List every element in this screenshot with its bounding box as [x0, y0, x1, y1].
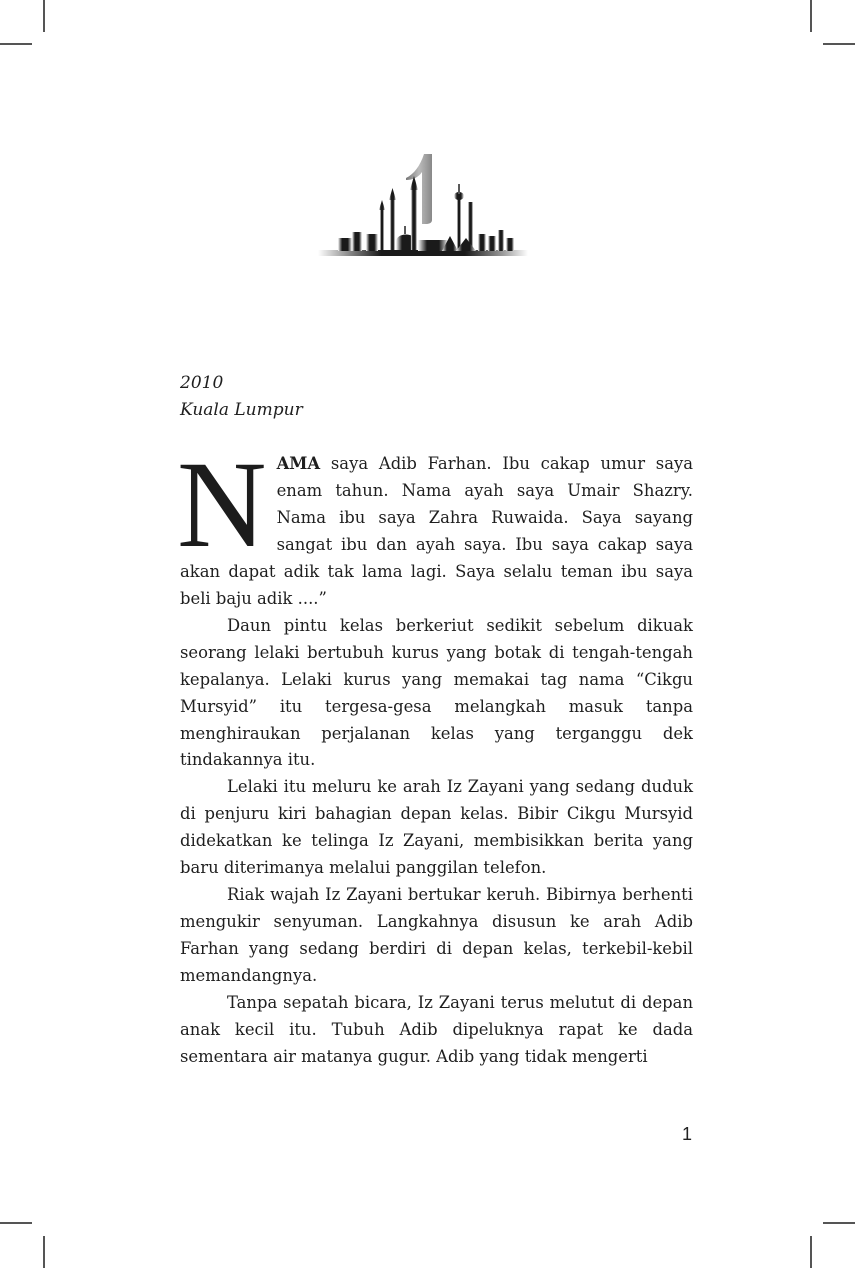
- paragraph: Daun pintu kelas berkeriut sedikit sebelum dikuak seorang lelaki bertubuh kurus yang botak di tengah-tengah kepalanya. Lelaki kurus yang memakai tag nama “Cikgu Mursyid” itu tergesa-gesa melangkah masuk tanpa menghiraukan perjalanan kelas yang terganggu dek tindakannya itu.: [180, 615, 693, 770]
- chapter-body: [177, 436, 693, 1071]
- chapter-number-glyph: [406, 154, 432, 224]
- chapter-emblem: [318, 150, 528, 260]
- crop-mark-top-left-horizontal: [0, 43, 32, 45]
- scene-heading: [180, 370, 303, 424]
- scene-location: Kuala Lumpur: [180, 400, 303, 420]
- paragraph-text: saya Adib Farhan. Ibu cakap umur saya enam tahun. Nama ayah saya Umair Shazry. Nama ibu saya Zahra Ruwaida. Saya sayang sangat ibu dan ayah saya. Ibu saya cakap saya akan dapat adik tak lama lagi. Saya selalu teman ibu saya beli baju adik ....”: [180, 454, 693, 608]
- paragraph: Lelaki itu meluru ke arah Iz Zayani yang sedang duduk di penjuru kiri bahagian depan kelas. Bibir Cikgu Mursyid didekatkan ke telinga Iz Zayani, membisikkan berita yang baru diterimanya melalui panggilan telefon.: [180, 777, 693, 878]
- drop-cap: N: [177, 436, 267, 573]
- paragraph: Riak wajah Iz Zayani bertukar keruh. Bibirnya berhenti mengukir senyuman. Langkahnya disusun ke arah Adib Farhan yang sedang berdiri di depan kelas, terkebil-kebil memandangnya.: [180, 885, 693, 986]
- crop-mark-bottom-left-horizontal: [0, 1222, 32, 1224]
- paragraph: [177, 436, 693, 613]
- crop-mark-bottom-left-vertical: [43, 1236, 45, 1268]
- paragraph: Tanpa sepatah bicara, Iz Zayani terus melutut di depan anak kecil itu. Tubuh Adib dipeluknya rapat ke dada sementara air matanya gugur. Adib yang tidak mengerti: [180, 993, 693, 1066]
- crop-mark-top-right-vertical: [810, 0, 812, 32]
- page-number: 1: [682, 1124, 693, 1144]
- crop-mark-top-left-vertical: [43, 0, 45, 32]
- crop-mark-bottom-right-horizontal: [823, 1222, 855, 1224]
- skyline-icon: [318, 150, 528, 260]
- lead-word: AMA: [276, 454, 321, 473]
- crop-mark-bottom-right-vertical: [810, 1236, 812, 1268]
- scene-year: 2010: [180, 373, 224, 393]
- crop-mark-top-right-horizontal: [823, 43, 855, 45]
